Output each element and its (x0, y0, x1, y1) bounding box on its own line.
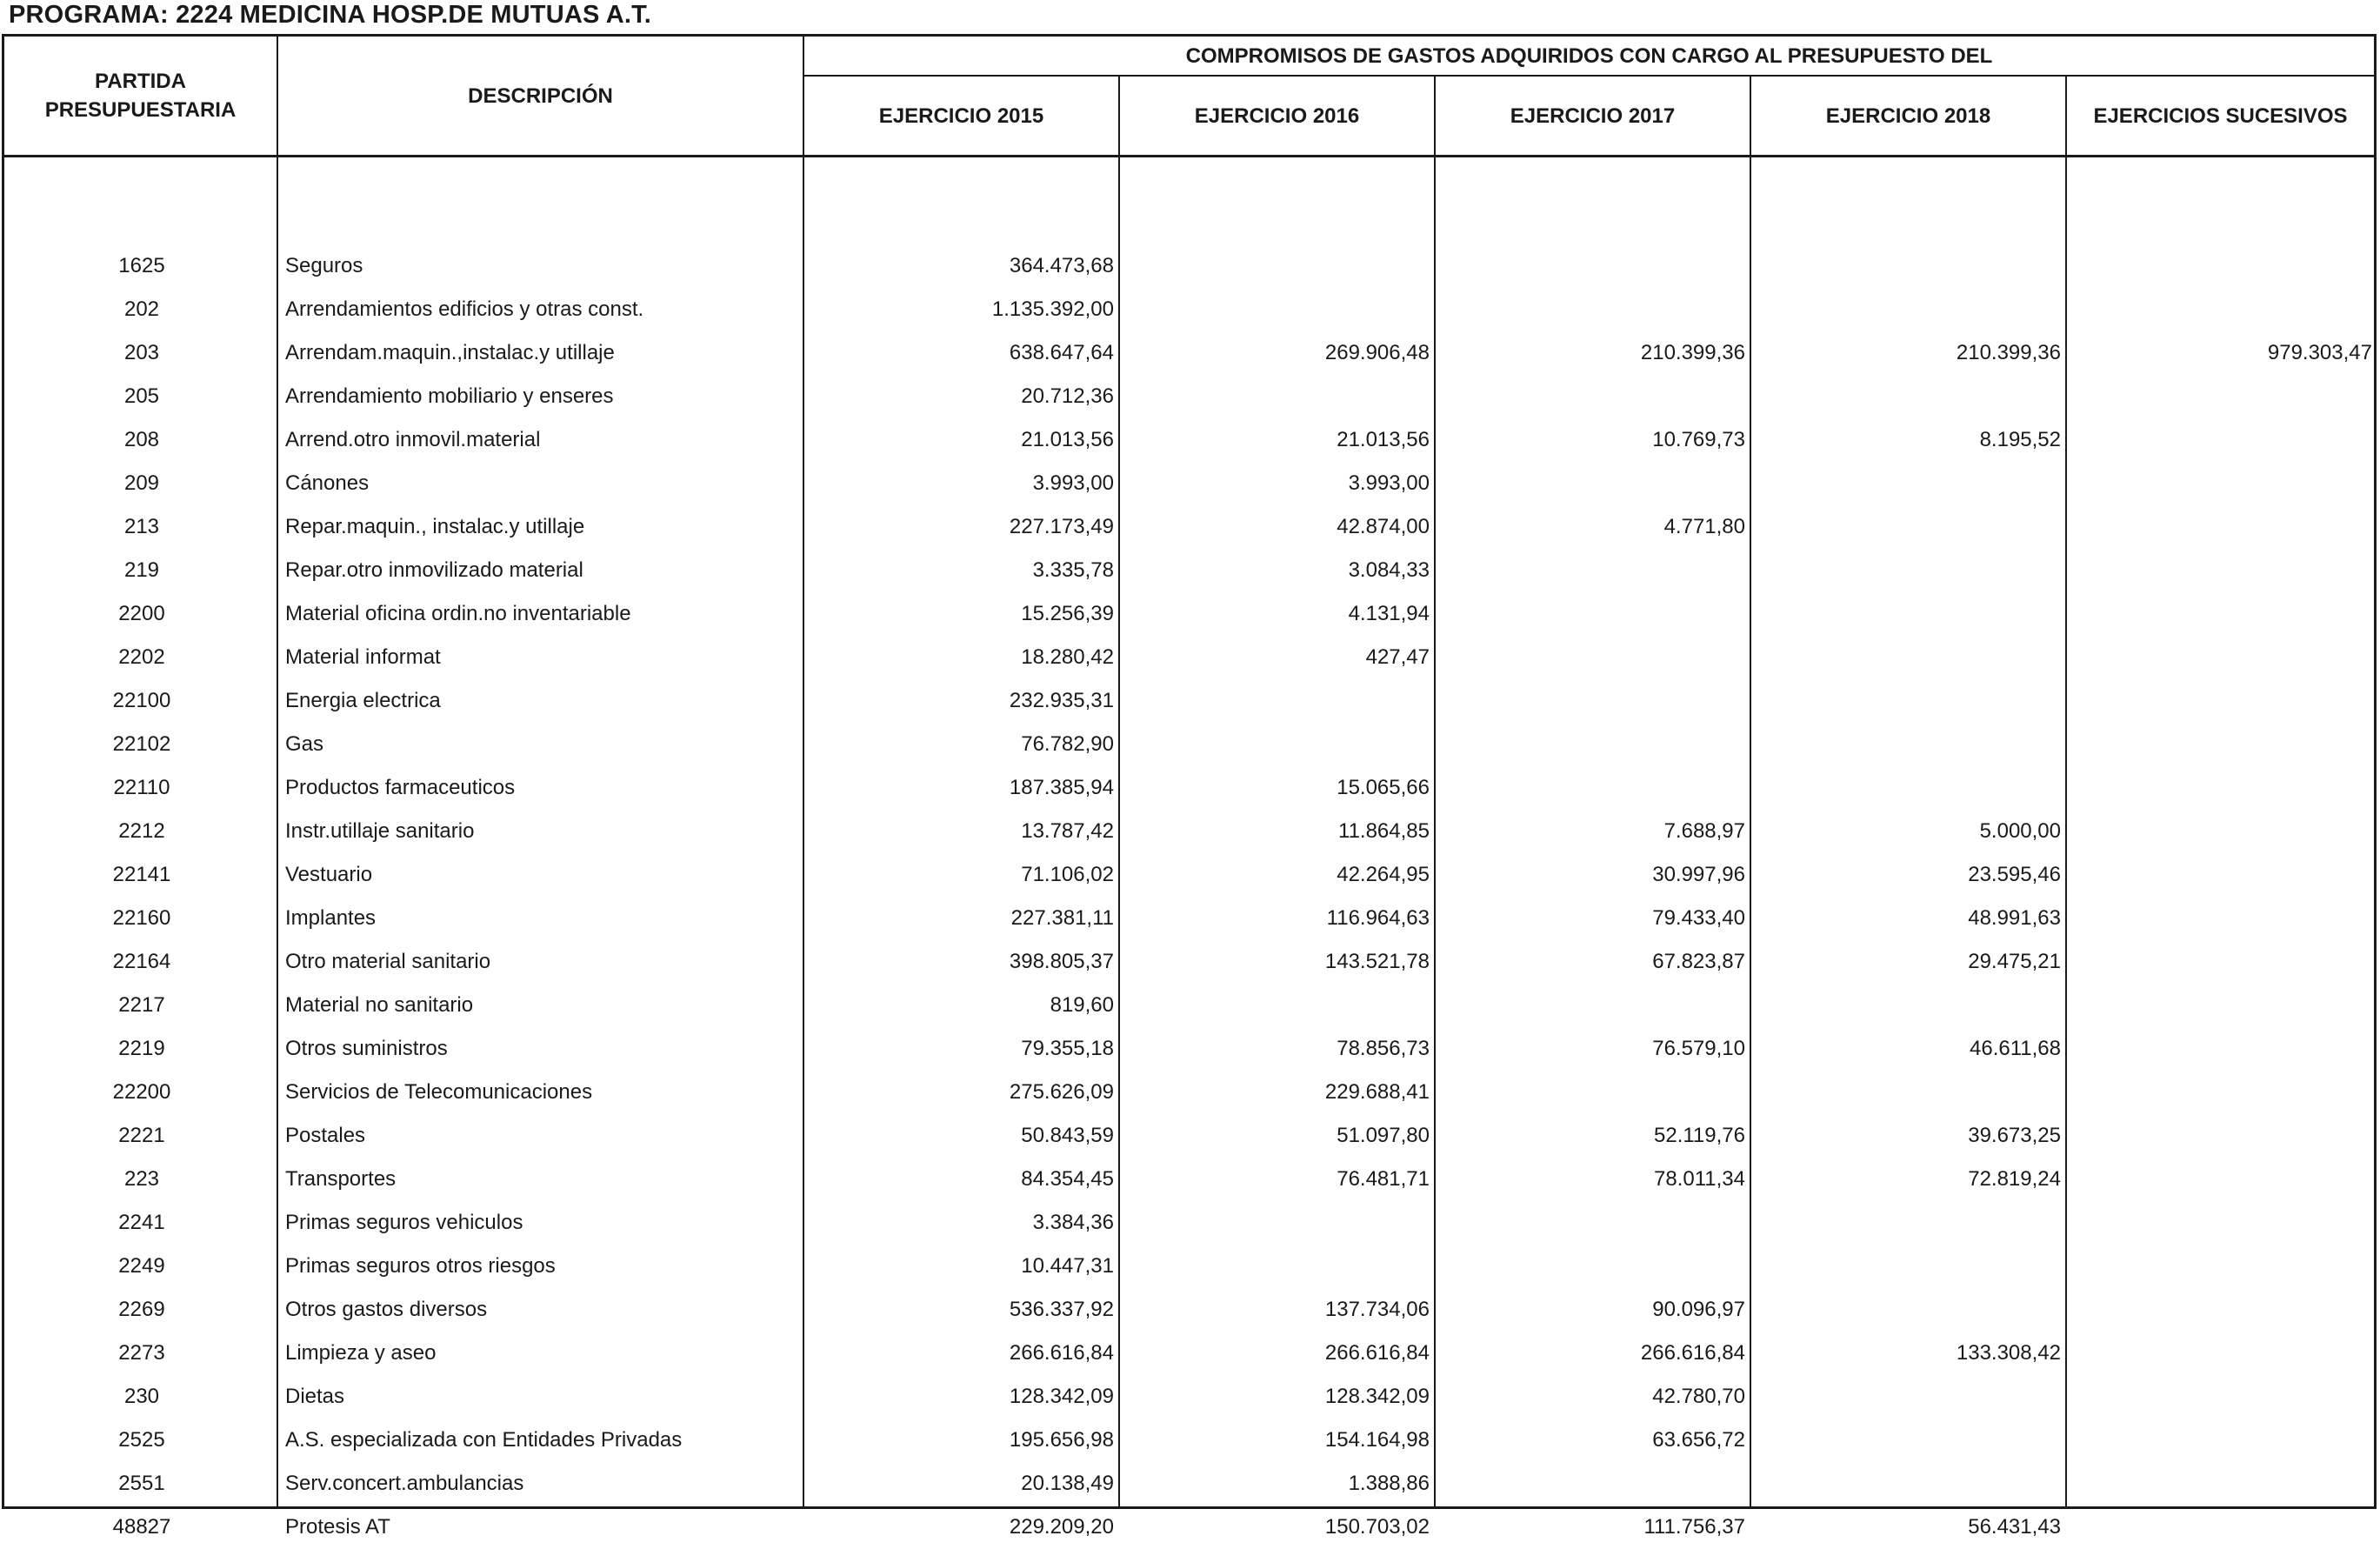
description: Transportes (285, 1167, 397, 1191)
amount-2016: 116.964,63 (1326, 906, 1430, 930)
description: Material oficina ordin.no inventariable (285, 602, 631, 625)
amount-2016: 269.906,48 (1324, 341, 1430, 364)
partida-code: 223 (123, 1167, 160, 1191)
header-bottom-border (4, 155, 2374, 157)
amount-2017: 266.616,84 (1640, 1341, 1745, 1365)
table-row (4, 1288, 2379, 1332)
partida-code: 22200 (112, 1080, 171, 1104)
table-row (4, 1419, 2379, 1462)
amount-2015: 20.138,49 (1021, 1472, 1114, 1495)
table-row (4, 1027, 2379, 1071)
amount-2016: 51.097,80 (1337, 1124, 1430, 1147)
amount-2017: 78.011,34 (1654, 1167, 1745, 1191)
amount-2016: 78.856,73 (1337, 1037, 1430, 1060)
amount-2017: 210.399,36 (1640, 341, 1745, 364)
amount-2016: 143.521,78 (1324, 950, 1430, 973)
description: A.S. especializada con Entidades Privadas (285, 1428, 683, 1452)
partida-code: 48827 (112, 1515, 171, 1539)
amount-2016: 154.164,98 (1324, 1428, 1430, 1452)
amount-2015: 21.013,56 (1021, 428, 1114, 451)
amount-2018: 56.431,43 (1968, 1515, 2061, 1539)
budget-table (2, 34, 2377, 1539)
amount-2015: 227.173,49 (1009, 515, 1114, 538)
partida-code: 2249 (118, 1254, 165, 1278)
partida-code: 22160 (112, 906, 171, 930)
partida-code: 22164 (112, 950, 171, 973)
table-row (4, 984, 2379, 1027)
partida-code: 22141 (112, 863, 171, 886)
table-row (4, 679, 2379, 723)
partida-code: 230 (123, 1385, 160, 1408)
table-row (4, 505, 2379, 549)
table-row (4, 810, 2379, 853)
description: Primas seguros vehiculos (285, 1211, 523, 1234)
amount-2015: 227.381,11 (1010, 906, 1114, 930)
partida-code: 203 (123, 341, 160, 364)
amount-2015: 128.342,09 (1009, 1385, 1114, 1408)
amount-2015: 232.935,31 (1009, 689, 1114, 712)
table-row (4, 592, 2379, 636)
amount-2016: 42.874,00 (1337, 515, 1430, 538)
table-row (4, 1462, 2379, 1506)
amount-2016: 15.065,66 (1337, 776, 1430, 799)
amount-2015: 1.135.392,00 (991, 297, 1114, 321)
amount-2016: 427,47 (1365, 645, 1430, 669)
header-ejercicio-2015: EJERCICIO 2015 (878, 103, 1044, 128)
amount-2015: 275.626,09 (1009, 1080, 1114, 1104)
amount-2016: 4.131,94 (1348, 602, 1430, 625)
description: Material no sanitario (285, 993, 474, 1017)
table-row (4, 940, 2379, 984)
table-row (4, 549, 2379, 592)
description: Arrend.otro inmovil.material (285, 428, 541, 451)
header-partida: PARTIDA PRESUPUESTARIA (44, 70, 237, 122)
description: Servicios de Telecomunicaciones (285, 1080, 593, 1104)
description: Cánones (285, 471, 370, 495)
partida-code: 22110 (113, 776, 170, 799)
amount-2015: 266.616,84 (1009, 1341, 1114, 1365)
header-descripcion: DESCRIPCIÓN (468, 83, 613, 108)
table-row (4, 897, 2379, 940)
header-ejercicio-2018: EJERCICIO 2018 (1825, 103, 1991, 128)
amount-2017: 7.688,97 (1663, 819, 1745, 843)
partida-code: 205 (123, 384, 160, 408)
description: Gas (285, 732, 324, 756)
partida-code: 209 (123, 471, 160, 495)
amount-2016: 21.013,56 (1337, 428, 1430, 451)
amount-2015: 18.280,42 (1021, 645, 1114, 669)
amount-2015: 79.355,18 (1021, 1037, 1114, 1060)
partida-code: 2551 (118, 1472, 165, 1495)
header-ejercicio-2016: EJERCICIO 2016 (1194, 103, 1360, 128)
description: Primas seguros otros riesgos (285, 1254, 556, 1278)
amount-2018: 48.991,63 (1968, 906, 2061, 930)
description: Postales (285, 1124, 366, 1147)
amount-2015: 50.843,59 (1021, 1124, 1114, 1147)
table-row (4, 766, 2379, 810)
table-row (4, 1071, 2379, 1114)
amount-2017: 42.780,70 (1652, 1385, 1745, 1408)
amount-2015: 71.106,02 (1021, 863, 1114, 886)
amount-2016: 128.342,09 (1324, 1385, 1430, 1408)
partida-code: 2212 (118, 819, 165, 843)
amount-2018: 29.475,21 (1968, 950, 2061, 973)
amount-2015: 536.337,92 (1009, 1298, 1114, 1321)
table-row (4, 853, 2379, 897)
amount-2016: 137.734,06 (1324, 1298, 1430, 1321)
amount-2016: 42.264,95 (1337, 863, 1430, 886)
header-ejercicios-sucesivos: EJERCICIOS SUCESIVOS (2093, 103, 2348, 128)
partida-code: 2219 (118, 1037, 165, 1060)
amount-2015: 229.209,20 (1009, 1515, 1114, 1539)
amount-2017: 90.096,97 (1652, 1298, 1745, 1321)
description: Arrendam.maquin.,instalac.y utillaje (285, 341, 615, 364)
amount-2016: 3.084,33 (1348, 558, 1430, 582)
partida-code: 2525 (118, 1428, 165, 1452)
amount-2017: 63.656,72 (1652, 1428, 1745, 1452)
description: Dietas (285, 1385, 345, 1408)
amount-2017: 76.579,10 (1652, 1037, 1745, 1060)
amount-2016: 1.388,86 (1348, 1472, 1430, 1495)
table-row (4, 462, 2379, 505)
description: Seguros (285, 254, 363, 277)
description: Vestuario (285, 863, 373, 886)
amount-2016: 229.688,41 (1324, 1080, 1430, 1104)
table-row (4, 723, 2379, 766)
partida-code: 1625 (118, 254, 165, 277)
amount-2018: 23.595,46 (1968, 863, 2061, 886)
amount-2016: 266.616,84 (1324, 1341, 1430, 1365)
description: Serv.concert.ambulancias (285, 1472, 524, 1495)
partida-code: 2269 (118, 1298, 165, 1321)
partida-code: 2202 (118, 645, 165, 669)
amount-2015: 15.256,39 (1021, 602, 1114, 625)
header-compromisos-group: COMPROMISOS DE GASTOS ADQUIRIDOS CON CARGO AL PRESUPUESTO DEL (1185, 43, 1993, 68)
table-row (4, 288, 2379, 331)
amount-2018: 8.195,52 (1979, 428, 2061, 451)
description: Otros suministros (285, 1037, 448, 1060)
amount-2017: 111.756,37 (1643, 1515, 1745, 1539)
table-row (4, 636, 2379, 679)
program-title: PROGRAMA: 2224 MEDICINA HOSP.DE MUTUAS A.T. (9, 1, 652, 29)
description: Productos farmaceuticos (285, 776, 516, 799)
partida-code: 2273 (118, 1341, 165, 1365)
amount-2018: 39.673,25 (1968, 1124, 2061, 1147)
description: Repar.maquin., instalac.y utillaje (285, 515, 585, 538)
description: Arrendamiento mobiliario y enseres (285, 384, 614, 408)
description: Otros gastos diversos (285, 1298, 488, 1321)
amount-2015: 20.712,36 (1021, 384, 1114, 408)
amount-2017: 30.997,96 (1652, 863, 1745, 886)
partida-code: 219 (123, 558, 160, 582)
table-row (4, 418, 2379, 462)
description: Otro material sanitario (285, 950, 491, 973)
amount-2015: 364.473,68 (1009, 254, 1114, 277)
description: Energia electrica (285, 689, 441, 712)
description: Instr.utillaje sanitario (285, 819, 475, 843)
amount-2015: 76.782,90 (1021, 732, 1114, 756)
amount-2018: 210.399,36 (1956, 341, 2061, 364)
table-row (4, 375, 2379, 418)
amount-2015: 187.385,94 (1009, 776, 1114, 799)
amount-2017: 79.433,40 (1652, 906, 1745, 930)
table-row (4, 1375, 2379, 1419)
partida-code: 2241 (118, 1211, 165, 1234)
partida-code: 2200 (118, 602, 165, 625)
partida-code: 202 (123, 297, 160, 321)
table-row (4, 244, 2379, 288)
amount-2018: 5.000,00 (1979, 819, 2061, 843)
amount-2017: 10.769,73 (1652, 428, 1745, 451)
description: Material informat (285, 645, 441, 669)
amount-2018: 46.611,68 (1970, 1037, 2061, 1060)
header-ejercicio-2017: EJERCICIO 2017 (1510, 103, 1676, 128)
partida-code: 22100 (112, 689, 171, 712)
amount-2015: 10.447,31 (1021, 1254, 1114, 1278)
description: Limpieza y aseo (285, 1341, 437, 1365)
partida-code: 213 (123, 515, 160, 538)
amount-2016: 11.864,85 (1338, 819, 1430, 843)
amount-2017: 67.823,87 (1652, 950, 1745, 973)
amount-2016: 76.481,71 (1337, 1167, 1430, 1191)
amount-2017: 4.771,80 (1663, 515, 1745, 538)
table-row (4, 1158, 2379, 1201)
partida-code: 2217 (118, 993, 165, 1017)
amount-2015: 84.354,45 (1021, 1167, 1114, 1191)
table-row (4, 1245, 2379, 1288)
description: Implantes (285, 906, 377, 930)
amount-2016: 150.703,02 (1324, 1515, 1430, 1539)
amount-2015: 819,60 (1050, 993, 1114, 1017)
partida-code: 22102 (112, 732, 171, 756)
table-row (4, 331, 2379, 375)
description: Arrendamientos edificios y otras const. (285, 297, 644, 321)
table-row (4, 1201, 2379, 1245)
amount-2015: 3.384,36 (1032, 1211, 1114, 1234)
partida-code: 208 (123, 428, 160, 451)
table-row (4, 1114, 2379, 1158)
amount-2018: 133.308,42 (1956, 1341, 2061, 1365)
partida-code: 2221 (118, 1124, 165, 1147)
amount-2015: 195.656,98 (1009, 1428, 1114, 1452)
amount-2018: 72.819,24 (1968, 1167, 2061, 1191)
table-row (4, 1332, 2379, 1375)
amount-2016: 3.993,00 (1348, 471, 1430, 495)
amount-2015: 13.787,42 (1021, 819, 1114, 843)
amount-2015: 398.805,37 (1009, 950, 1114, 973)
amount-2015: 3.335,78 (1032, 558, 1114, 582)
amount-2015: 638.647,64 (1009, 341, 1114, 364)
description: Protesis AT (285, 1515, 390, 1539)
amount-2015: 3.993,00 (1032, 471, 1114, 495)
amount-sucesivos: 979.303,47 (2267, 341, 2372, 364)
amount-2017: 52.119,76 (1654, 1124, 1745, 1147)
description: Repar.otro inmovilizado material (285, 558, 583, 582)
